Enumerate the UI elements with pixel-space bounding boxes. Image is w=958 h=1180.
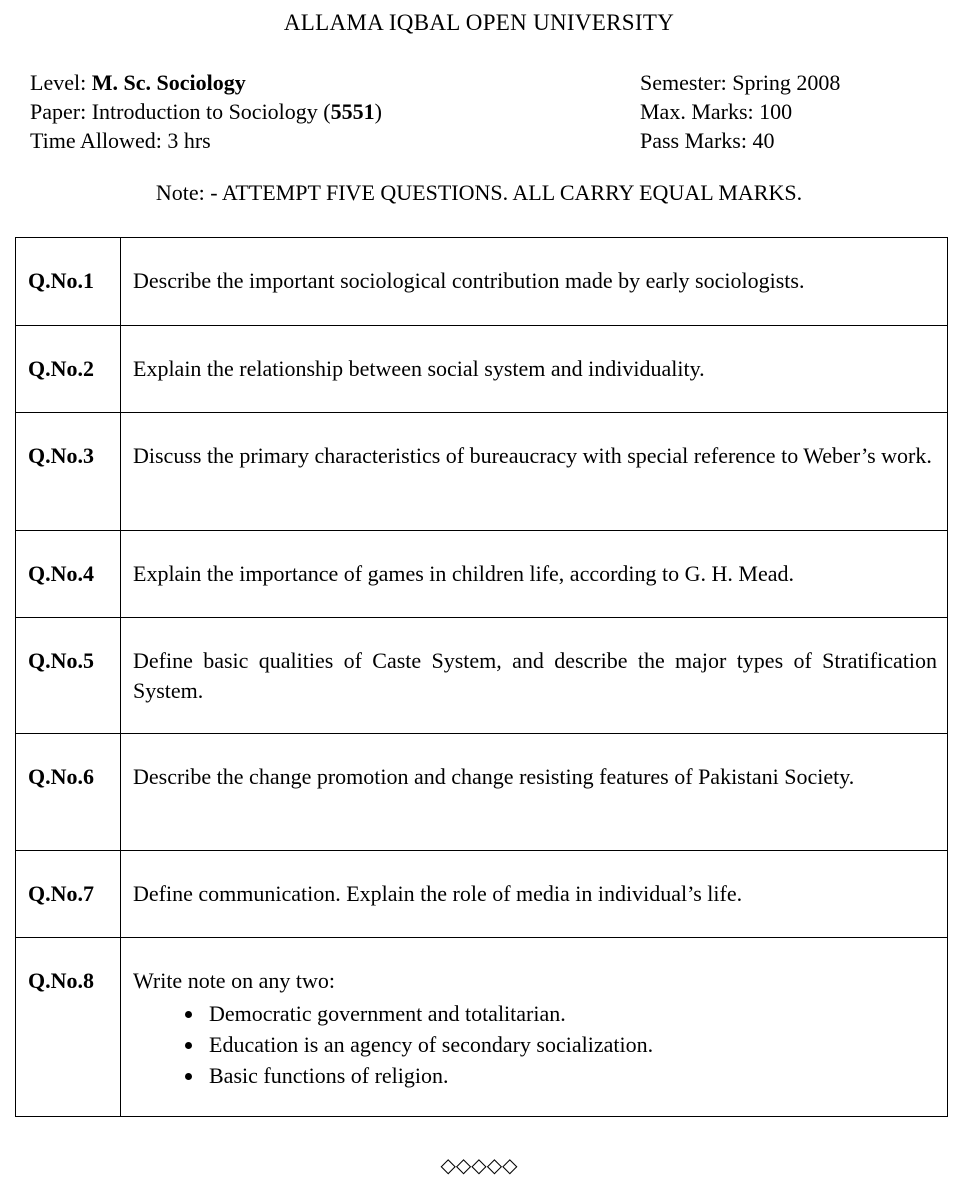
question-number: Q.No.7 — [16, 851, 121, 938]
question-text: Describe the important sociological contribution made by early sociologists. — [121, 238, 948, 326]
level-line — [30, 68, 382, 97]
option-item: • Education is an agency of secondary socialization. — [205, 1029, 937, 1060]
question-text: Write note on any two: — [133, 968, 335, 993]
question-row — [16, 938, 948, 1117]
question-text: Discuss the primary characteristics of bureaucracy with special reference to Weber’s work. — [121, 413, 948, 531]
option-item: • Democratic government and totalitarian. — [205, 998, 937, 1029]
question-row — [16, 326, 948, 413]
question-number: Q.No.6 — [16, 734, 121, 851]
pass-marks: Pass Marks: 40 — [640, 128, 775, 153]
exam-meta-left — [30, 68, 382, 155]
question-row — [16, 618, 948, 734]
question-number: Q.No.1 — [16, 238, 121, 326]
level-label: Level: — [30, 70, 92, 95]
paper-line — [30, 97, 382, 126]
question-number: Q.No.2 — [16, 326, 121, 413]
option-item: • Basic functions of religion. — [205, 1060, 937, 1091]
paper-close: ) — [374, 99, 382, 124]
paper-code: 5551 — [330, 99, 375, 124]
university-title: ALLAMA IQBAL OPEN UNIVERSITY — [283, 10, 675, 35]
question-row — [16, 734, 948, 851]
question-text: Define basic qualities of Caste System, and describe the major types of Stratification System. — [121, 618, 948, 734]
question-row — [16, 413, 948, 531]
question-number: Q.No.3 — [16, 413, 121, 531]
max-marks: Max. Marks: 100 — [640, 99, 793, 124]
exam-meta-right — [640, 68, 840, 155]
exam-note: Note: - ATTEMPT FIVE QUESTIONS. ALL CARRY EQUAL MARKS. — [155, 180, 803, 205]
question-text: Explain the relationship between social system and individuality. — [121, 326, 948, 413]
level-value: M. Sc. Sociology — [91, 70, 246, 95]
question-text-block — [121, 938, 948, 1117]
question-row — [16, 851, 948, 938]
semester: Semester: Spring 2008 — [640, 70, 841, 95]
paper-label: Paper: Introduction to Sociology ( — [30, 99, 331, 124]
questions-table — [15, 237, 948, 1117]
time-allowed: Time Allowed: 3 hrs — [30, 128, 211, 153]
question-text: Define communication. Explain the role of media in individual’s life. — [121, 851, 948, 938]
question-text: Describe the change promotion and change resisting features of Pakistani Society. — [121, 734, 948, 851]
question-number: Q.No.8 — [16, 938, 121, 1117]
question-row — [16, 238, 948, 326]
question-row — [16, 531, 948, 618]
question-text: Explain the importance of games in children life, according to G. H. Mead. — [121, 531, 948, 618]
end-of-paper-mark: ◇◇◇◇◇ — [440, 1155, 518, 1177]
option-list — [133, 998, 937, 1091]
question-number: Q.No.5 — [16, 618, 121, 734]
question-number: Q.No.4 — [16, 531, 121, 618]
